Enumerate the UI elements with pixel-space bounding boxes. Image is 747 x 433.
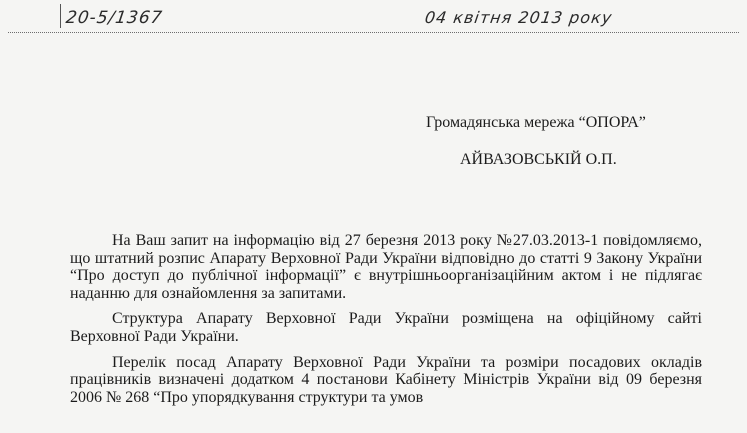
- body-paragraph: На Ваш запит на інформацію від 27 березня 2013 року №27.03.2013-1 повідомляємо, що штатний розпис Апарату Верховної Ради України відповідно до статті 9 Закону України “Про доступ до публічної інформації” є внутрішньоорганізаційним актом і не підлягає наданню для ознайомлення за запитами.: [70, 232, 702, 302]
- handwritten-date: 04 квітня 2013 року: [423, 8, 614, 27]
- body-paragraph: Структура Апарату Верховної Ради України розміщена на офіційному сайті Верховної Ради України.: [70, 310, 702, 345]
- registration-number: 20-5/1367: [64, 8, 164, 28]
- registration-line: [0, 0, 747, 38]
- letter-body: [70, 232, 702, 414]
- addressee-organization: Громадянська мережа “ОПОРА”: [426, 114, 646, 131]
- addressee-name: АЙВАЗОВСЬКІЙ О.П.: [460, 151, 617, 168]
- dotted-underline: [8, 32, 739, 33]
- body-paragraph: Перелік посад Апарату Верховної Ради України та розміри посадових окладів працівників визначені додатком 4 постанови Кабінету Міністрів України від 09 березня 2006 № 268 “Про упорядкування структури та умов: [70, 353, 702, 406]
